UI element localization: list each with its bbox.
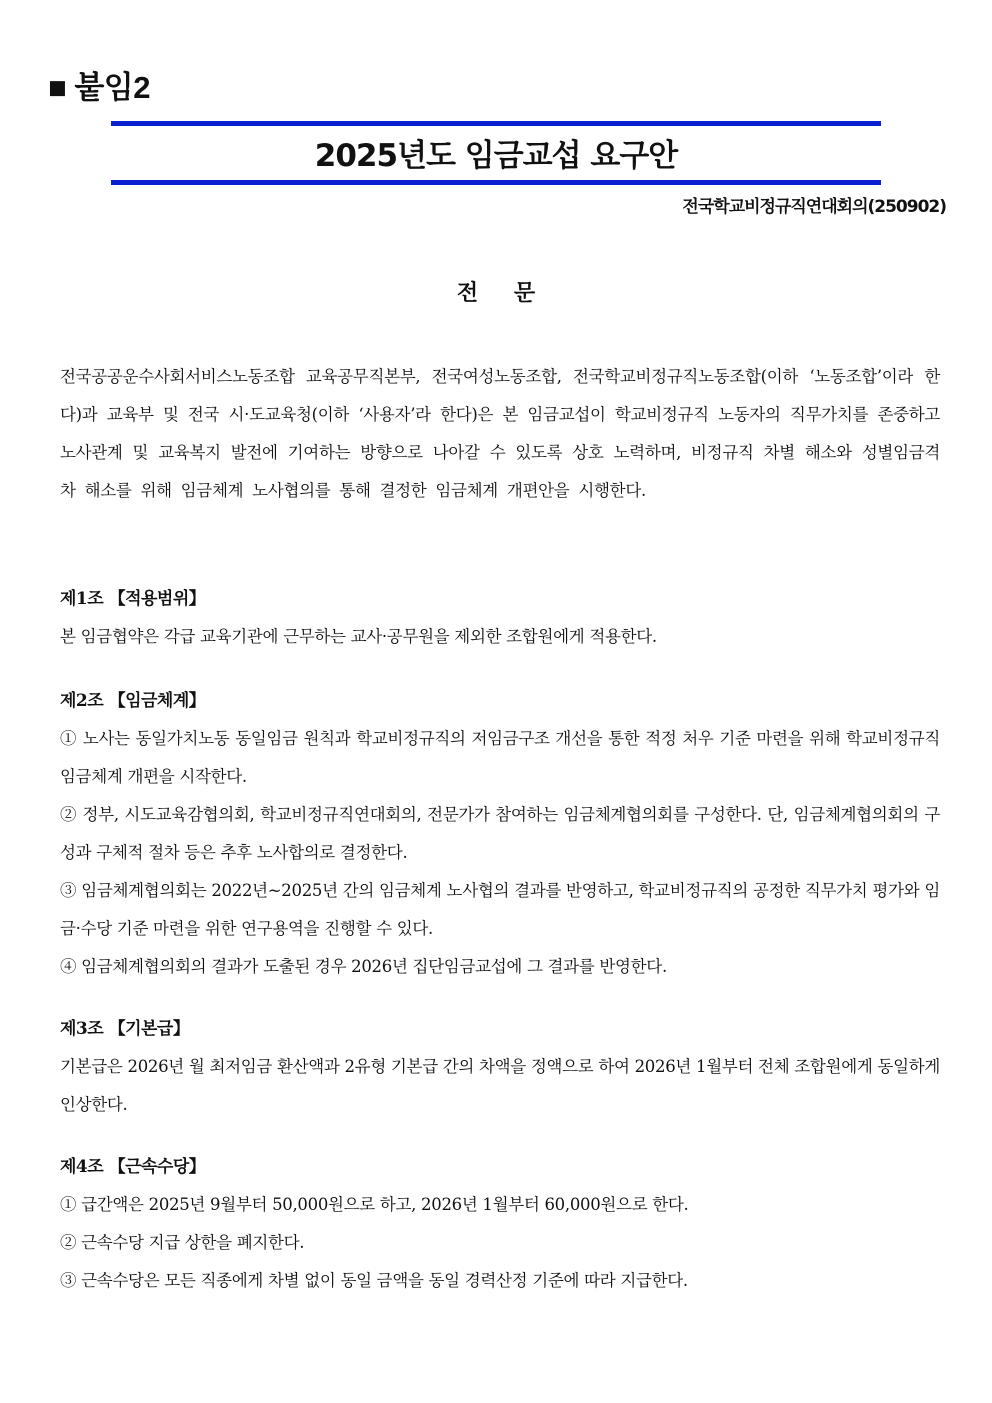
- article-paragraph: ① 급간액은 2025년 9월부터 50,000원으로 하고, 2026년 1월부터 60,000원으로 한다.: [60, 1195, 689, 1214]
- title-top-rule: [111, 121, 881, 126]
- article-heading: 제3조 【기본급】: [60, 1019, 190, 1039]
- article-paragraph: ③ 근속수당은 모든 직종에게 차별 없이 동일 금액을 동일 경력산정 기준에 따라 지급한다.: [60, 1271, 688, 1290]
- preamble-text: 전국공공운수사회서비스노동조합 교육공무직본부, 전국여성노동조합, 전국학교비정규직노동조합(이하 ‘노동조합’이라 한다)과 교육부 및 전국 시·도교육청(이하 ‘사용자’라 한다)은 본 임금교섭이 학교비정규직 노동자의 직무가치를 존중하고 노사관계 및 교육복지 발전에 기여하는 방향으로 나아갈 수 있도록 상호 노력하며, 비정규직 차별 해소와 성별임금격차 해소를 위해 임금체계 노사협의를 통해 결정한 임금체계 개편안을 시행한다.: [60, 367, 940, 500]
- document-title: 2025년도 임금교섭 요구안: [314, 138, 678, 174]
- article-2: [60, 682, 940, 986]
- article-paragraph: ④ 임금체계협의회의 결과가 도출된 경우 2026년 집단임금교섭에 그 결과를 반영한다.: [60, 957, 667, 976]
- preamble-heading: 전 문: [456, 280, 550, 306]
- title-bottom-rule: [111, 180, 881, 185]
- article-paragraph: ③ 임금체계협의회는 2022년~2025년 간의 임금체계 노사협의 결과를 반영하고, 학교비정규직의 공정한 직무가치 평가와 임금·수당 기준 마련을 위한 연구용역을 진행할 수 있다.: [60, 881, 940, 938]
- article-1: [60, 580, 940, 656]
- article-3: [60, 1010, 940, 1124]
- article-heading: 제4조 【근속수당】: [60, 1157, 206, 1177]
- attachment-label: ■ 붙임2: [48, 70, 150, 105]
- article-paragraph: 기본급은 2026년 월 최저임금 환산액과 2유형 기본급 간의 차액을 정액으로 하여 2026년 1월부터 전체 조합원에게 동일하게 인상한다.: [60, 1057, 940, 1114]
- article-heading: 제2조 【임금체계】: [60, 691, 206, 711]
- article-4: [60, 1148, 940, 1300]
- article-paragraph: ② 정부, 시도교육감협의회, 학교비정규직연대회의, 전문가가 참여하는 임금체계협의회를 구성한다. 단, 임금체계협의회의 구성과 구체적 절차 등은 추후 노사합의로 결정한다.: [60, 805, 940, 862]
- article-paragraph: ② 근속수당 지급 상한을 폐지한다.: [60, 1233, 305, 1252]
- article-paragraph: 본 임금협약은 각급 교육기관에 근무하는 교사·공무원을 제외한 조합원에게 적용한다.: [60, 627, 657, 646]
- article-heading: 제1조 【적용범위】: [60, 589, 206, 609]
- article-paragraph: ① 노사는 동일가치노동 동일임금 원칙과 학교비정규직의 저임금구조 개선을 통한 적정 처우 기준 마련을 위해 학교비정규직 임금체계 개편을 시작한다.: [60, 729, 940, 786]
- issuer-label: 전국학교비정규직연대회의(250902): [682, 197, 946, 217]
